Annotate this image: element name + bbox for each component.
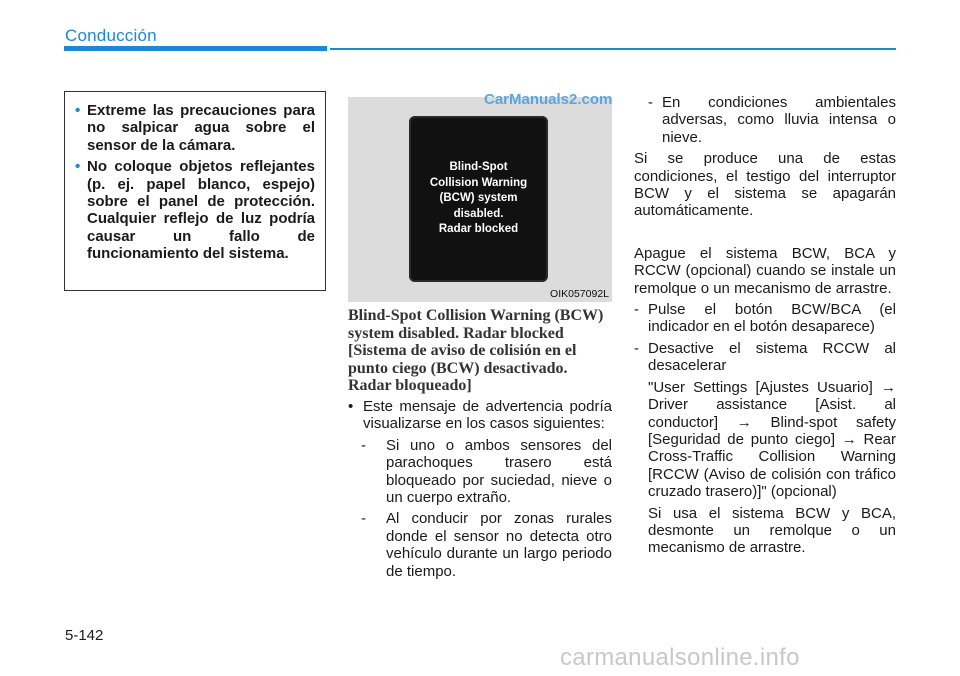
section-title: Conducción bbox=[65, 26, 157, 45]
watermark-logo: CarManuals2.com bbox=[484, 91, 613, 108]
cluster-screen bbox=[409, 116, 548, 282]
paragraph: Si se produce una de estas condiciones, el testigo del interruptor BCW y el sistema se apagarán automáticamente. bbox=[634, 150, 896, 220]
screen-line: Blind-Spot bbox=[449, 161, 508, 173]
warning-text: No coloque objetos reflejantes (p. ej. papel blanco, espejo) sobre el panel de protección. Cualquier reflejo de luz podría causar un fallo de funcionamiento del sistema. bbox=[87, 158, 315, 263]
step-text: Desactive el sistema RCCW al desacelerar bbox=[648, 339, 896, 375]
sub-item bbox=[361, 510, 612, 580]
paragraph: Si usa el sistema BCW y BCA, desmonte un remolque o un mecanismo de arrastre. bbox=[648, 504, 896, 557]
bullet-text: Este mensaje de advertencia podría visualizarse en los casos siguientes: bbox=[363, 398, 612, 433]
step-item bbox=[634, 301, 896, 336]
paragraph: Apague el sistema BCW, BCA y RCCW (opcional) cuando se instale un remolque o un mecanismo de arrastre. bbox=[634, 244, 896, 297]
cluster-display-figure bbox=[348, 97, 612, 302]
bullet-icon: • bbox=[75, 102, 81, 119]
sub-item-text: Al conducir por zonas rurales donde el sensor no detecta otro vehículo durante un largo periodo de tiempo. bbox=[386, 510, 612, 580]
dash-marker: - bbox=[361, 510, 366, 528]
message-title: Blind-Spot Collision Warning (BCW) system disabled. Radar blocked [Sistema de aviso de colisión en el punto ciego (BCW) desactivado. Radar bloqueado] bbox=[348, 307, 604, 394]
screen-line: Radar blocked bbox=[438, 223, 519, 236]
figure-code: OIK057092L bbox=[550, 288, 609, 300]
screen-line: Collision Warning bbox=[429, 176, 528, 189]
sub-item-text: Si uno o ambos sensores del parachoques trasero está bloqueado por suciedad, nieve o un cuerpo extraño. bbox=[386, 436, 612, 507]
dash-marker: - bbox=[634, 339, 639, 357]
header-bar bbox=[64, 46, 327, 51]
bullet-icon: • bbox=[75, 158, 81, 176]
dash-item-text: En condiciones ambientales adversas, como lluvia intensa o nieve. bbox=[662, 94, 896, 146]
bullet-item bbox=[348, 398, 612, 433]
sub-item bbox=[361, 437, 612, 507]
dash-marker: - bbox=[361, 436, 366, 454]
warning-text: Extreme las precauciones para no salpicar agua sobre el sensor de la cámara. bbox=[87, 102, 315, 154]
bullet-icon: • bbox=[348, 398, 354, 415]
screen-message bbox=[409, 160, 548, 238]
right-column-body bbox=[634, 94, 896, 557]
screen-line: (BCW) system bbox=[439, 192, 518, 205]
header-rule bbox=[330, 48, 896, 50]
menu-path: "User Settings [Ajustes Usuario] → Driver assistance [Asist. al conductor] → Blind-spot safety [Seguridad de punto ciego] → Rear Cross-Traffic Collision Warning [RCCW (Aviso de colisión con tráfico cruzado trasero)]" (opcional) bbox=[648, 378, 896, 501]
warning-item bbox=[75, 158, 315, 262]
dash-item bbox=[648, 94, 896, 146]
page-number: 5-142 bbox=[65, 627, 104, 644]
footer-watermark: carmanualsonline.info bbox=[560, 644, 800, 671]
warning-item bbox=[75, 102, 315, 154]
step-item bbox=[634, 340, 896, 375]
warning-box bbox=[64, 91, 326, 291]
dash-marker: - bbox=[634, 301, 639, 319]
middle-column-body bbox=[348, 398, 612, 580]
dash-marker: - bbox=[648, 94, 653, 111]
step-text: Pulse el botón BCW/BCA (el indicador en el botón desaparece) bbox=[648, 301, 896, 336]
screen-line: disabled. bbox=[453, 207, 504, 220]
